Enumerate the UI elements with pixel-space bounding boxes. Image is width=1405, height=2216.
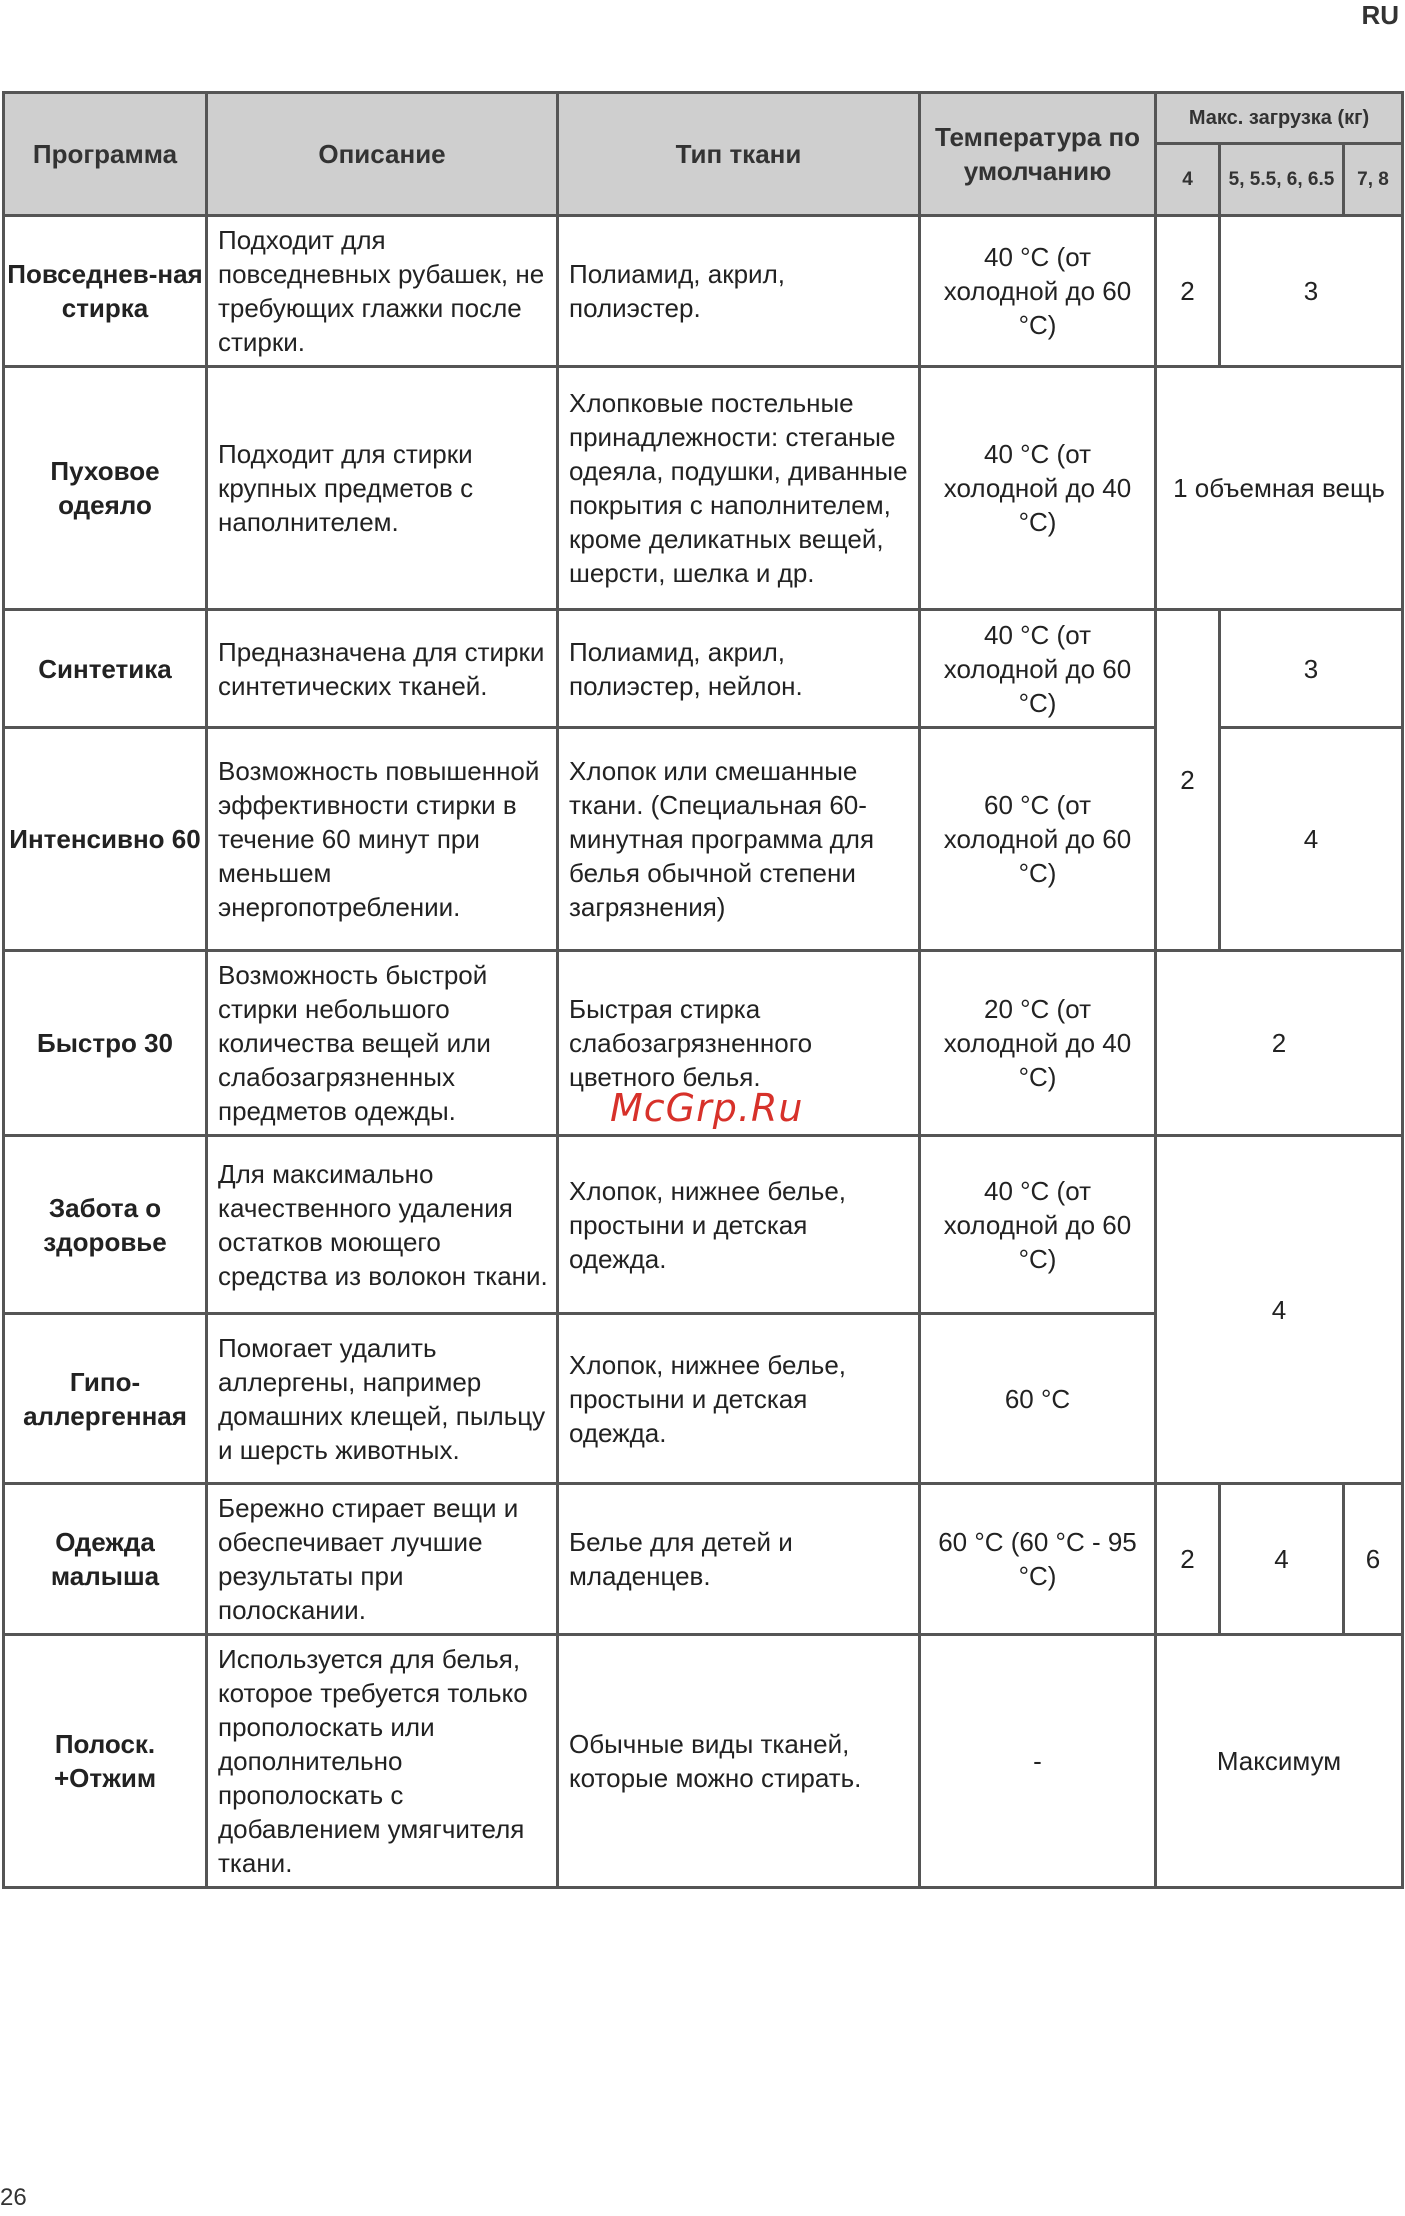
header-load-4: 4	[1156, 144, 1220, 216]
program-name: Полоск. +Отжим	[4, 1635, 207, 1888]
default-temperature: -	[920, 1635, 1156, 1888]
program-name: Синтетика	[4, 610, 207, 728]
load-value: 3	[1220, 610, 1403, 728]
language-code: RU	[1361, 0, 1399, 30]
program-description: Подходит для повседневных рубашек, не требующих глажки после стирки.	[207, 216, 558, 367]
fabric-type: Белье для детей и младенцев.	[558, 1484, 920, 1635]
program-description: Подходит для стирки крупных предметов с наполнителем.	[207, 367, 558, 610]
page-number: 26	[0, 2184, 27, 2211]
program-name: Повседнев-ная стирка	[4, 216, 207, 367]
program-description: Помогает удалить аллергены, например домашних клещей, пыльцу и шерсть животных.	[207, 1314, 558, 1484]
programs-table	[2, 91, 1404, 1889]
table-row	[4, 367, 1403, 610]
program-description: Используется для белья, которое требуется только прополоскать или дополнительно прополоскать с добавлением умягчителя ткани.	[207, 1635, 558, 1888]
program-name: Интенсивно 60	[4, 728, 207, 951]
header-load-5-6: 5, 5.5, 6, 6.5	[1220, 144, 1344, 216]
default-temperature: 60 °C	[920, 1314, 1156, 1484]
program-name: Одежда малыша	[4, 1484, 207, 1635]
load-value: 4	[1220, 1484, 1344, 1635]
fabric-type: Хлопок, нижнее белье, простыни и детская одежда.	[558, 1136, 920, 1314]
default-temperature: 40 °C (от холодной до 40 °C)	[920, 367, 1156, 610]
program-name: Гипо-аллергенная	[4, 1314, 207, 1484]
header-load-7-8: 7, 8	[1344, 144, 1403, 216]
fabric-type: Быстрая стирка слабозагрязненного цветного белья.	[558, 951, 920, 1136]
program-description: Для максимально качественного удаления остатков моющего средства из волокон ткани.	[207, 1136, 558, 1314]
header-program: Программа	[4, 93, 207, 216]
header-fabric: Тип ткани	[558, 93, 920, 216]
fabric-type: Хлопок или смешанные ткани. (Специальная 60-минутная программа для белья обычной степени загрязнения)	[558, 728, 920, 951]
table-row	[4, 1484, 1403, 1635]
fabric-type: Полиамид, акрил, полиэстер.	[558, 216, 920, 367]
program-name: Быстро 30	[4, 951, 207, 1136]
header-description: Описание	[207, 93, 558, 216]
fabric-type: Полиамид, акрил, полиэстер, нейлон.	[558, 610, 920, 728]
program-name: Забота о здоровье	[4, 1136, 207, 1314]
fabric-type: Хлопок, нижнее белье, простыни и детская одежда.	[558, 1314, 920, 1484]
load-value: 6	[1344, 1484, 1403, 1635]
program-description: Возможность быстрой стирки небольшого количества вещей или слабозагрязненных предметов одежды.	[207, 951, 558, 1136]
default-temperature: 40 °C (от холодной до 60 °C)	[920, 1136, 1156, 1314]
load-value: 2	[1156, 1484, 1220, 1635]
default-temperature: 20 °C (от холодной до 40 °C)	[920, 951, 1156, 1136]
default-temperature: 40 °C (от холодной до 60 °C)	[920, 216, 1156, 367]
program-description: Бережно стирает вещи и обеспечивает лучшие результаты при полоскании.	[207, 1484, 558, 1635]
load-value: 4	[1220, 728, 1403, 951]
load-value: 4	[1156, 1136, 1403, 1484]
load-value: 1 объемная вещь	[1156, 367, 1403, 610]
load-value: 2	[1156, 951, 1403, 1136]
load-value: 2	[1156, 610, 1220, 951]
table-row	[4, 216, 1403, 367]
program-description: Предназначена для стирки синтетических тканей.	[207, 610, 558, 728]
header-temperature: Температура по умолчанию	[920, 93, 1156, 216]
fabric-type: Хлопковые постельные принадлежности: стеганые одеяла, подушки, диванные покрытия с наполнителем, кроме деликатных вещей, шерсти, шелка и др.	[558, 367, 920, 610]
default-temperature: 60 °C (от холодной до 60 °C)	[920, 728, 1156, 951]
watermark: McGrp.Ru	[610, 1086, 804, 1130]
header-max-load: Макс. загрузка (кг)	[1156, 93, 1403, 144]
load-value: Максимум	[1156, 1635, 1403, 1888]
load-value: 2	[1156, 216, 1220, 367]
program-name: Пуховое одеяло	[4, 367, 207, 610]
table-row	[4, 1136, 1403, 1314]
program-description: Возможность повышенной эффективности стирки в течение 60 минут при меньшем энергопотреблении.	[207, 728, 558, 951]
table-row	[4, 1635, 1403, 1888]
default-temperature: 40 °C (от холодной до 60 °C)	[920, 610, 1156, 728]
fabric-type: Обычные виды тканей, которые можно стирать.	[558, 1635, 920, 1888]
load-value: 3	[1220, 216, 1403, 367]
default-temperature: 60 °C (60 °C - 95 °C)	[920, 1484, 1156, 1635]
table-row	[4, 610, 1403, 728]
